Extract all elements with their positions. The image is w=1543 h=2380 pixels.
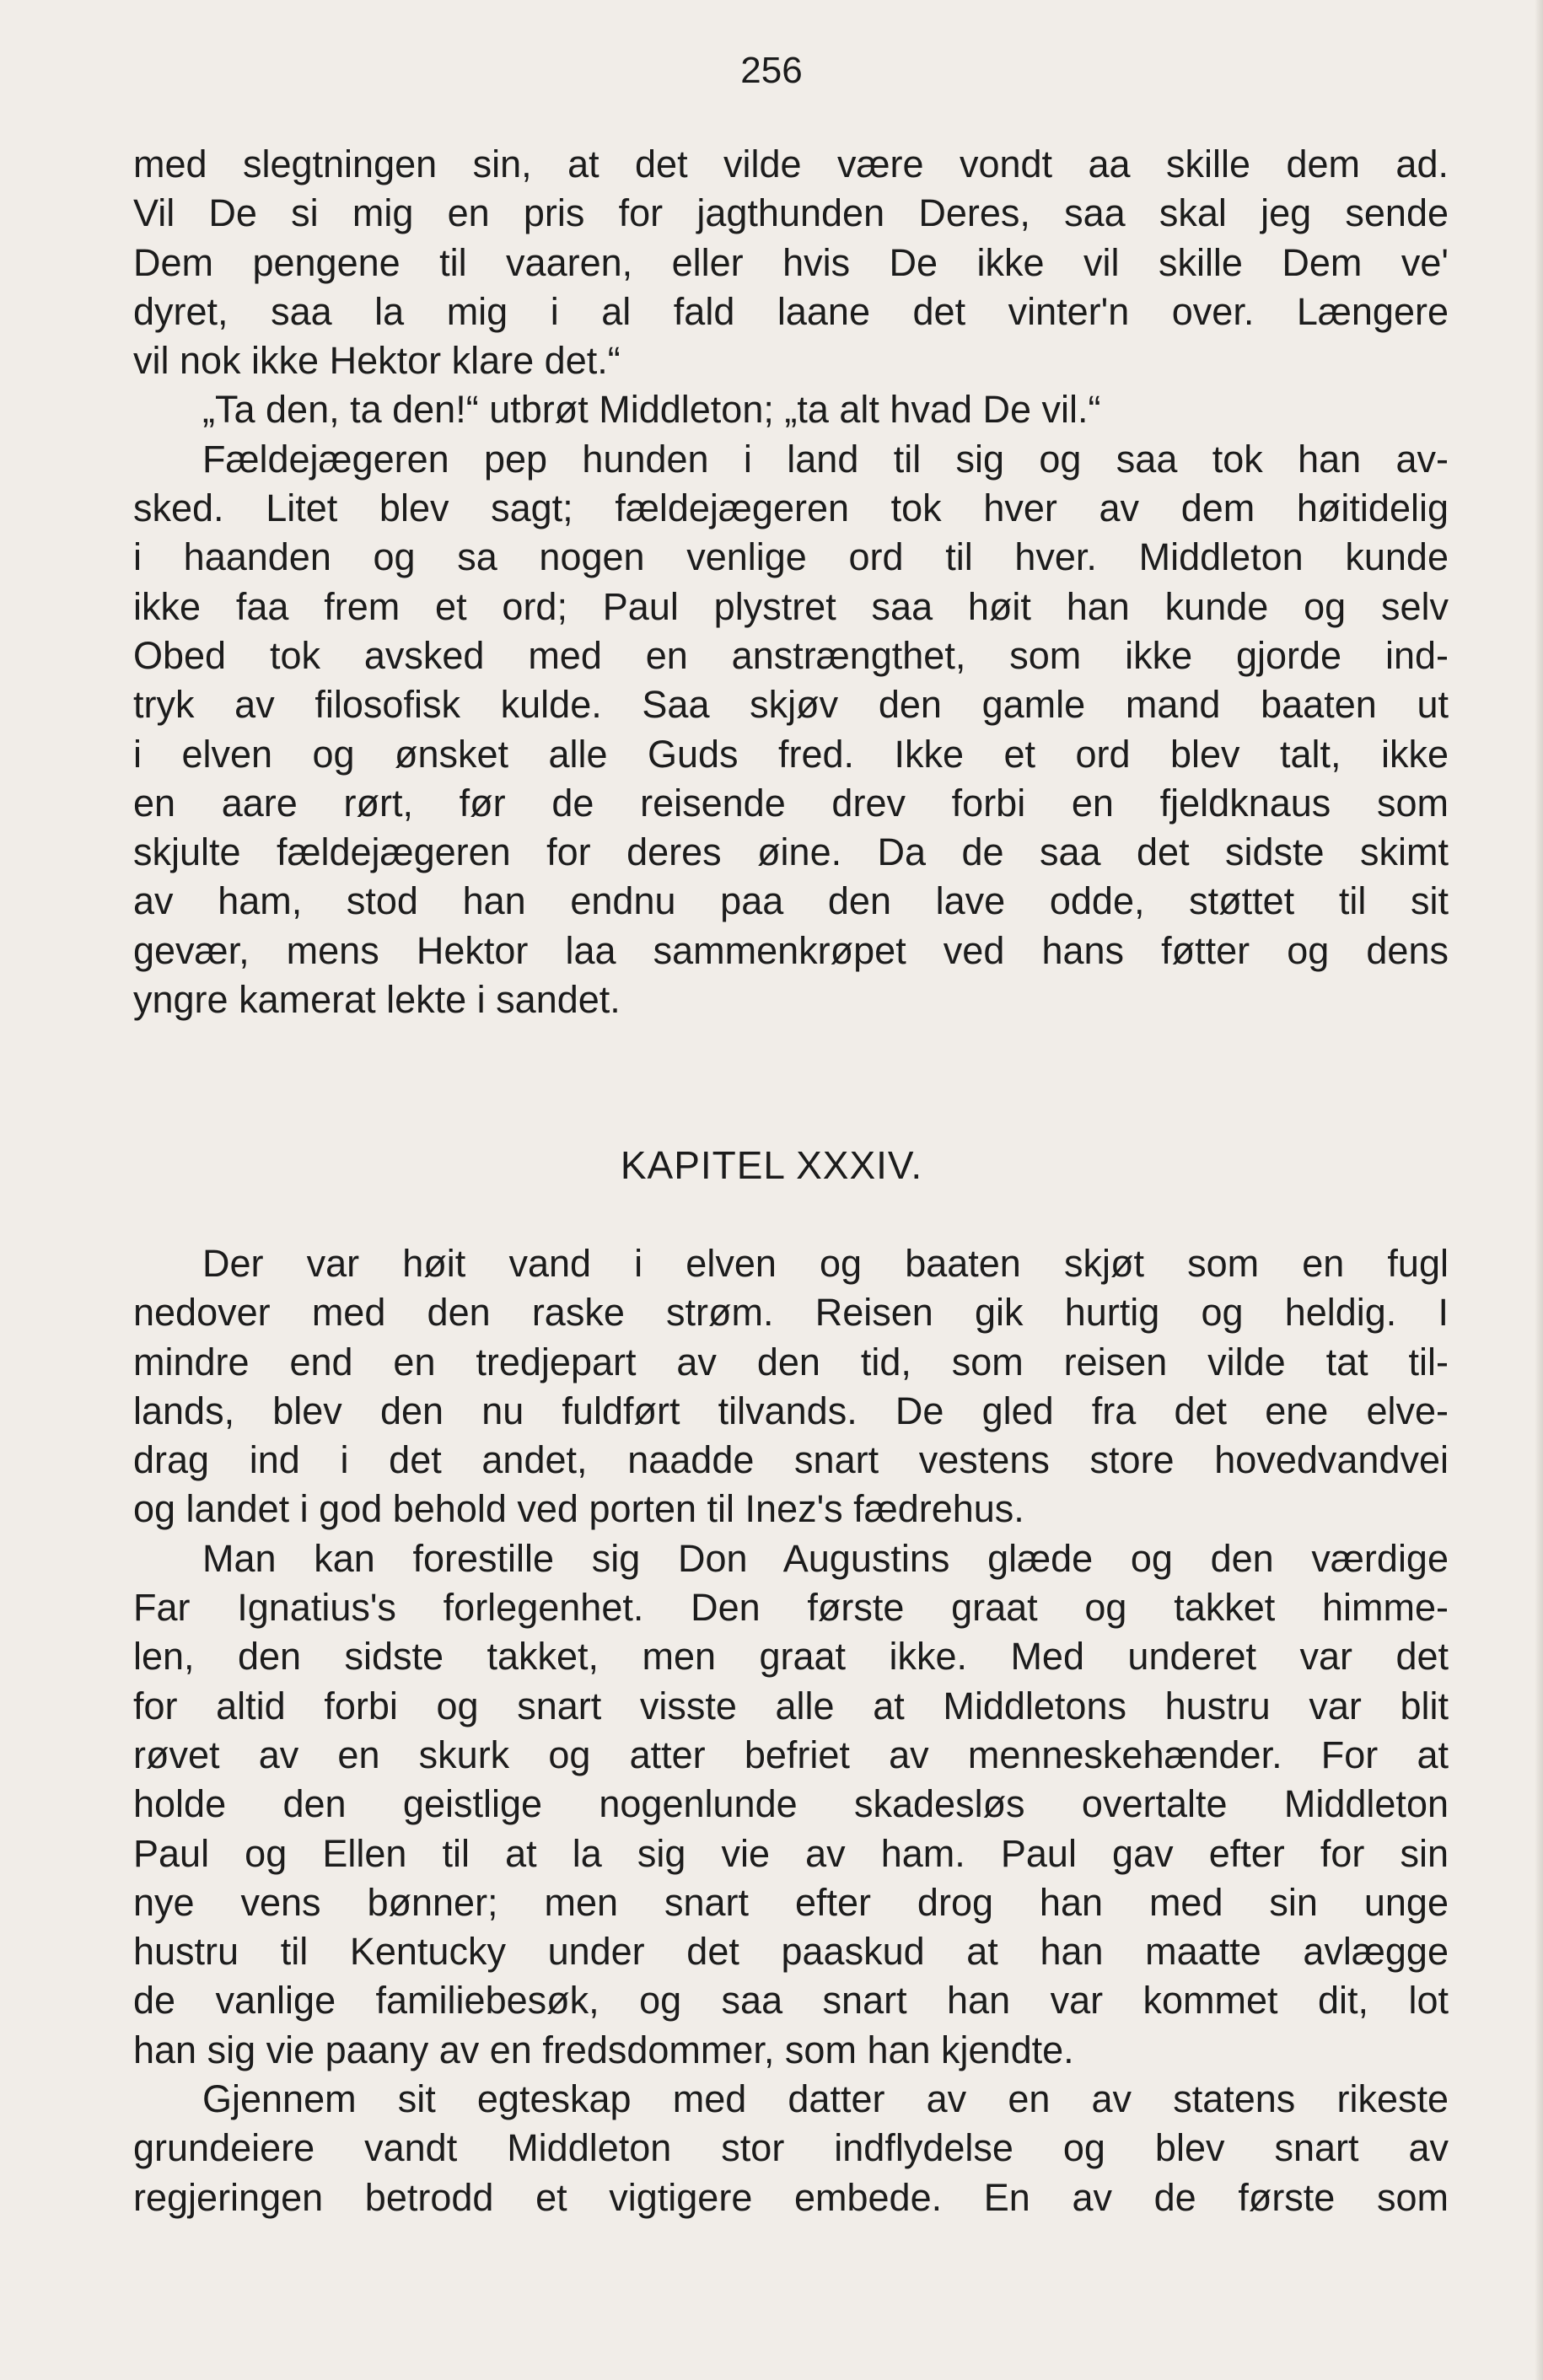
text-line: for altid forbi og snart visste alle at Middletons hustru var blit: [133, 1684, 1449, 1727]
text-block-top: [133, 140, 1449, 1024]
page-number: 256: [740, 50, 803, 91]
text-line: Paul og Ellen til at la sig vie av ham. Paul gav efter for sin: [133, 1831, 1449, 1875]
text-line: „Ta den, ta den!“ utbrøt Middleton; „ta alt hvad De vil.“: [202, 388, 1101, 432]
text-line: Obed tok avsked med en anstrængthet, som ikke gjorde ind-: [133, 633, 1449, 677]
chapter-heading: KAPITEL XXXIV.: [620, 1143, 923, 1187]
text-line: av ham, stod han endnu paa den lave odde, støttet til sit: [133, 879, 1449, 923]
text-line: røvet av en skurk og atter befriet av menneskehænder. For at: [133, 1733, 1449, 1776]
text-line: i elven og ønsket alle Guds fred. Ikke et ord blev talt, ikke: [133, 732, 1449, 776]
text-block-chapter: [133, 1239, 1449, 2222]
scan-edge-shadow: [1535, 0, 1543, 2380]
text-line: yngre kamerat lekte i sandet.: [133, 978, 621, 1022]
text-line: sked. Litet blev sagt; fældejægeren tok hver av dem høitidelig: [133, 486, 1449, 530]
text-line: gevær, mens Hektor laa sammenkrøpet ved hans føtter og dens: [133, 928, 1449, 972]
text-line: tryk av filosofisk kulde. Saa skjøv den gamle mand baaten ut: [133, 683, 1449, 727]
text-line: len, den sidste takket, men graat ikke. Med underet var det: [133, 1635, 1449, 1679]
text-line: Der var høit vand i elven og baaten skjøt som en fugl: [202, 1242, 1449, 1285]
text-line: nedover med den raske strøm. Reisen gik hurtig og heldig. I: [133, 1291, 1449, 1335]
text-line: dyret, saa la mig i al fald laane det vinter'n over. Længere: [133, 289, 1449, 333]
text-line: en aare rørt, før de reisende drev forbi en fjeldknaus som: [133, 781, 1449, 825]
text-line: han sig vie paany av en fredsdommer, som han kjendte.: [133, 2028, 1074, 2071]
text-line: Dem pengene til vaaren, eller hvis De ikke vil skille Dem ve': [133, 240, 1449, 284]
text-line: regjeringen betrodd et vigtigere embede. En av de første som: [133, 2175, 1449, 2219]
text-line: Vil De si mig en pris for jagthunden Deres, saa skal jeg sende: [133, 191, 1449, 235]
text-line: Fældejægeren pep hunden i land til sig og saa tok han av-: [202, 437, 1449, 481]
text-line: grundeiere vandt Middleton stor indflydelse og blev snart av: [133, 2126, 1449, 2170]
text-line: mindre end en tredjepart av den tid, som reisen vilde tat til-: [133, 1340, 1449, 1383]
text-line: Far Ignatius's forlegenhet. Den første graat og takket himme-: [133, 1586, 1449, 1630]
text-line: nye vens bønner; men snart efter drog han med sin unge: [133, 1880, 1449, 1924]
text-line: i haanden og sa nogen venlige ord til hver. Middleton kunde: [133, 535, 1449, 579]
text-line: Man kan forestille sig Don Augustins glæde og den værdige: [202, 1536, 1449, 1580]
text-line: holde den geistlige nogenlunde skadesløs overtalte Middleton: [133, 1782, 1449, 1826]
text-line: med slegtningen sin, at det vilde være vondt aa skille dem ad.: [133, 142, 1449, 185]
text-line: vil nok ikke Hektor klare det.“: [133, 339, 621, 383]
text-line: og landet i god behold ved porten til Inez's fædrehus.: [133, 1487, 1024, 1531]
text-line: de vanlige familiebesøk, og saa snart han var kommet dit, lot: [133, 1979, 1449, 2023]
text-line: ikke faa frem et ord; Paul plystret saa høit han kunde og selv: [133, 584, 1449, 628]
text-line: Gjennem sit egteskap med datter av en av statens rikeste: [202, 2077, 1449, 2121]
text-line: skjulte fældejægeren for deres øine. Da de saa det sidste skimt: [133, 830, 1449, 874]
text-line: drag ind i det andet, naadde snart vestens store hovedvandvei: [133, 1438, 1449, 1482]
text-line: hustru til Kentucky under det paaskud at han maatte avlægge: [133, 1930, 1449, 1974]
text-line: lands, blev den nu fuldført tilvands. De gled fra det ene elve-: [133, 1389, 1449, 1432]
